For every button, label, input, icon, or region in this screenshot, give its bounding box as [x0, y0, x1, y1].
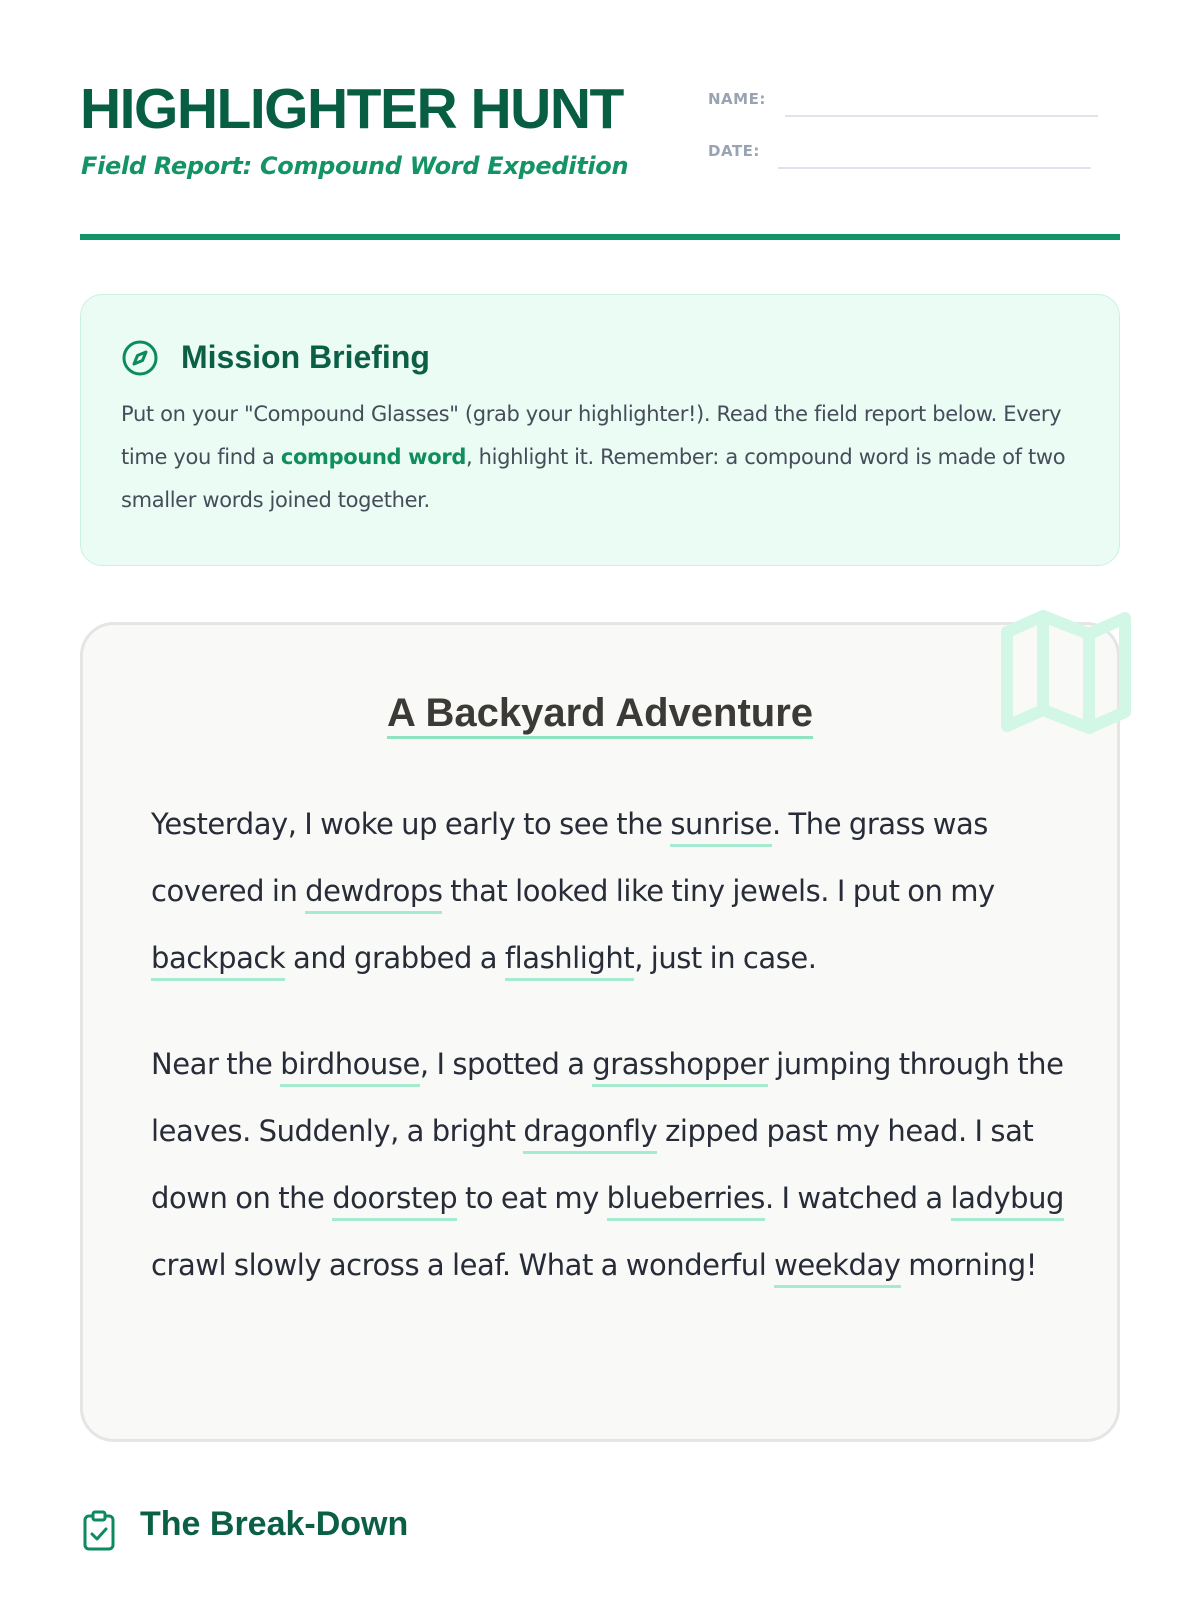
- briefing-instructions: Put on your "Compound Glasses" (grab your highlighter!). Read the field report below. Every time you find a compound word, highlight it. Remember: a compound word is made of two smaller words joined together.: [121, 402, 1066, 512]
- compound-word[interactable]: flashlight: [505, 941, 634, 981]
- compound-word[interactable]: sunrise: [670, 807, 772, 847]
- compound-word[interactable]: backpack: [151, 941, 285, 981]
- compound-word[interactable]: doorstep: [332, 1181, 457, 1221]
- name-field[interactable]: [785, 115, 1098, 117]
- compound-word[interactable]: ladybug: [951, 1181, 1064, 1221]
- compound-word[interactable]: blueberries: [607, 1181, 765, 1221]
- compass-icon: [121, 339, 159, 377]
- name-label: NAME:: [708, 90, 766, 108]
- worksheet-subtitle: Field Report: Compound Word Expedition: [81, 152, 629, 180]
- briefing-emphasis: compound word: [280, 445, 467, 469]
- story-paragraph-1: Yesterday, I woke up early to see the sunrise. The grass was covered in dewdrops that looked like tiny jewels. I put on my backpack and grabbed a flashlight, just in case.: [151, 791, 1071, 992]
- date-label: DATE:: [708, 142, 760, 160]
- compound-word[interactable]: dewdrops: [305, 874, 442, 914]
- mission-briefing-panel: [80, 294, 1120, 566]
- compound-word[interactable]: weekday: [774, 1248, 900, 1288]
- briefing-title: Mission Briefing: [181, 339, 430, 375]
- header-divider: [80, 234, 1120, 240]
- compound-word[interactable]: grasshopper: [592, 1047, 768, 1087]
- map-icon: [1001, 610, 1135, 740]
- compound-word[interactable]: birdhouse: [280, 1047, 420, 1087]
- story-paragraph-2: Near the birdhouse, I spotted a grasshopper jumping through the leaves. Suddenly, a bright dragonfly zipped past my head. I sat down on the doorstep to eat my blueberries. I watched a ladybug crawl slowly across a leaf. What a wonderful weekday morning!: [151, 1031, 1071, 1299]
- worksheet-title: HIGHLIGHTER HUNT: [80, 77, 623, 141]
- field-report-card: [80, 622, 1120, 1442]
- breakdown-heading: The Break-Down: [140, 1505, 409, 1543]
- date-field[interactable]: [778, 167, 1091, 169]
- story-title: A Backyard Adventure: [83, 691, 1117, 736]
- compound-word[interactable]: dragonfly: [523, 1114, 657, 1154]
- clipboard-check-icon: [82, 1510, 118, 1552]
